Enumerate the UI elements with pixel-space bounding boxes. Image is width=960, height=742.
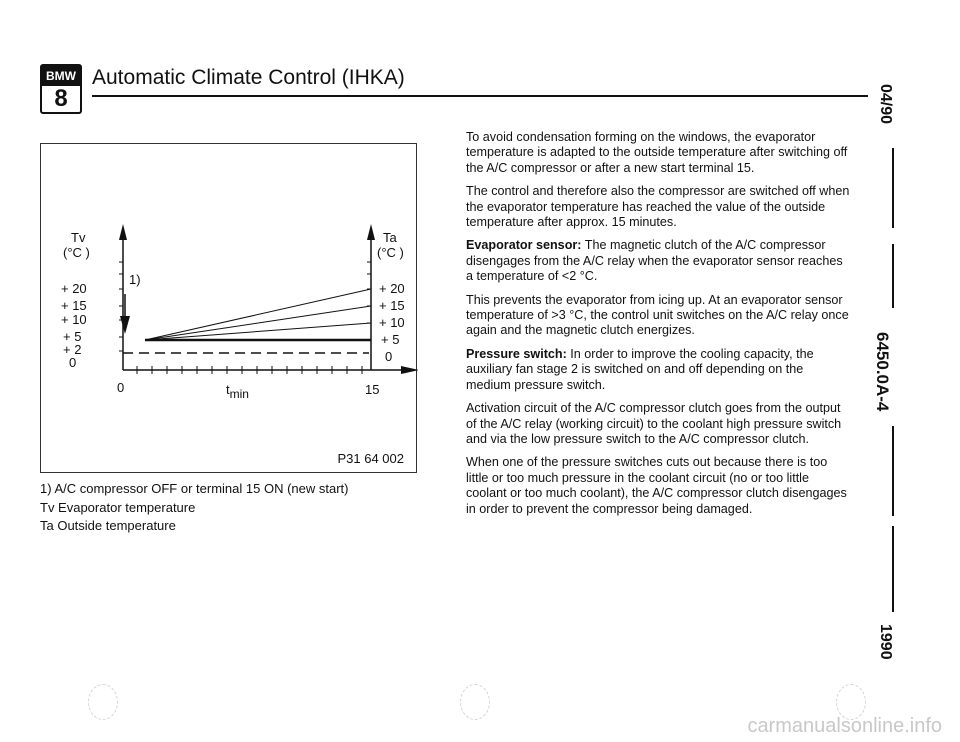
paragraph: To avoid condensation forming on the windows, the evaporator temperature is adapted to the outside temperature after switching off the A/C compressor or after a new start terminal 15. <box>466 130 848 175</box>
left-tick-label: 0 <box>69 355 77 370</box>
right-tick-label: 0 <box>385 349 393 364</box>
legend-item: Ta Outside temperature <box>40 518 176 533</box>
diagram-svg <box>41 144 418 474</box>
temperature-diagram <box>40 143 417 473</box>
paragraph: When one of the pressure switches cuts out because there is too little or too much pressure in the coolant circuit (no or too little coolant or too much coolant), the A/C compressor clutch disengages in order to prevent the compressor being damaged. <box>466 455 847 516</box>
margin-doc-number: 6450.0A-4 <box>873 332 892 412</box>
paragraph <box>466 347 851 393</box>
page-title: Automatic Climate Control (IHKA) <box>92 66 405 89</box>
right-axis-unit: (°C ) <box>377 245 404 260</box>
paragraph <box>466 238 851 284</box>
margin-rule <box>892 148 894 228</box>
right-axis-arrow <box>367 224 375 240</box>
right-tick-label: + 15 <box>379 298 405 313</box>
bmw-logo <box>40 64 82 114</box>
logo-series-number: 8 <box>54 85 68 112</box>
paragraph: This prevents the evaporator from icing up. At an evaporator sensor temperature of >3 °C, the control unit switches on the A/C relay once again and the magnetic clutch energizes. <box>466 292 849 338</box>
temperature-curves <box>145 289 371 340</box>
x-start-label: 0 <box>117 380 125 395</box>
left-tick-label: + 2 <box>63 342 82 357</box>
marker-label: 1) <box>129 272 141 287</box>
paragraph: Activation circuit of the A/C compressor clutch goes from the output of the A/C relay (working circuit) to the coolant high pressure switch and via the low pressure switch to the A/C compressor clutch. <box>466 401 842 446</box>
x-axis-subscript: min <box>229 387 249 401</box>
margin-rule <box>892 526 894 612</box>
x-axis-arrow <box>401 366 418 374</box>
left-tick-label: + 20 <box>61 281 87 296</box>
paragraph: The control and therefore also the compressor are switched off when the evaporator temperature has reached the value of the outside temperature after approx. 15 minutes. <box>466 184 850 230</box>
body-text <box>466 130 851 525</box>
margin-date: 04/90 <box>877 84 894 125</box>
punch-hole <box>88 684 118 720</box>
left-tick-label: + 10 <box>61 312 87 327</box>
legend-item: Tv Evaporator temperature <box>40 500 196 515</box>
right-tick-label: + 10 <box>379 315 405 330</box>
paragraph-text: The magnetic clutch of the A/C compressor disengages from the A/C relay when the evaporator sensor reaches a temperature of <2 °C. <box>466 238 843 284</box>
left-axis-arrow <box>119 224 127 240</box>
legend-item: 1) A/C compressor OFF or terminal 15 ON (new start) <box>40 481 349 496</box>
left-tick-label: + 15 <box>61 298 87 313</box>
figure-reference-code: P31 64 002 <box>337 451 404 466</box>
left-axis-unit: (°C ) <box>63 245 90 260</box>
left-tick-label: + 5 <box>63 329 82 344</box>
x-axis-t: t <box>226 382 230 397</box>
watermark: carmanualsonline.info <box>747 715 942 737</box>
margin-rule <box>892 244 894 308</box>
marker-arrow-head <box>120 316 130 334</box>
logo-brand: BMW <box>42 66 80 86</box>
paragraph-text: In order to improve the cooling capacity, the auxiliary fan stage 2 is switched on and off depending on the medium pressure switch. <box>466 346 814 392</box>
right-tick-label: + 20 <box>379 281 405 296</box>
punch-hole <box>460 684 490 720</box>
margin-year: 1990 <box>877 624 894 660</box>
paragraph-heading: Evaporator sensor: <box>466 238 582 253</box>
header-rule <box>92 95 868 97</box>
left-axis-label: Tv <box>71 230 86 245</box>
right-tick-label: + 5 <box>381 332 400 347</box>
margin-rule <box>892 426 894 516</box>
x-axis-label <box>226 382 249 401</box>
paragraph-heading: Pressure switch: <box>466 346 567 361</box>
x-end-label: 15 <box>365 382 380 397</box>
right-axis-label: Ta <box>383 230 397 245</box>
